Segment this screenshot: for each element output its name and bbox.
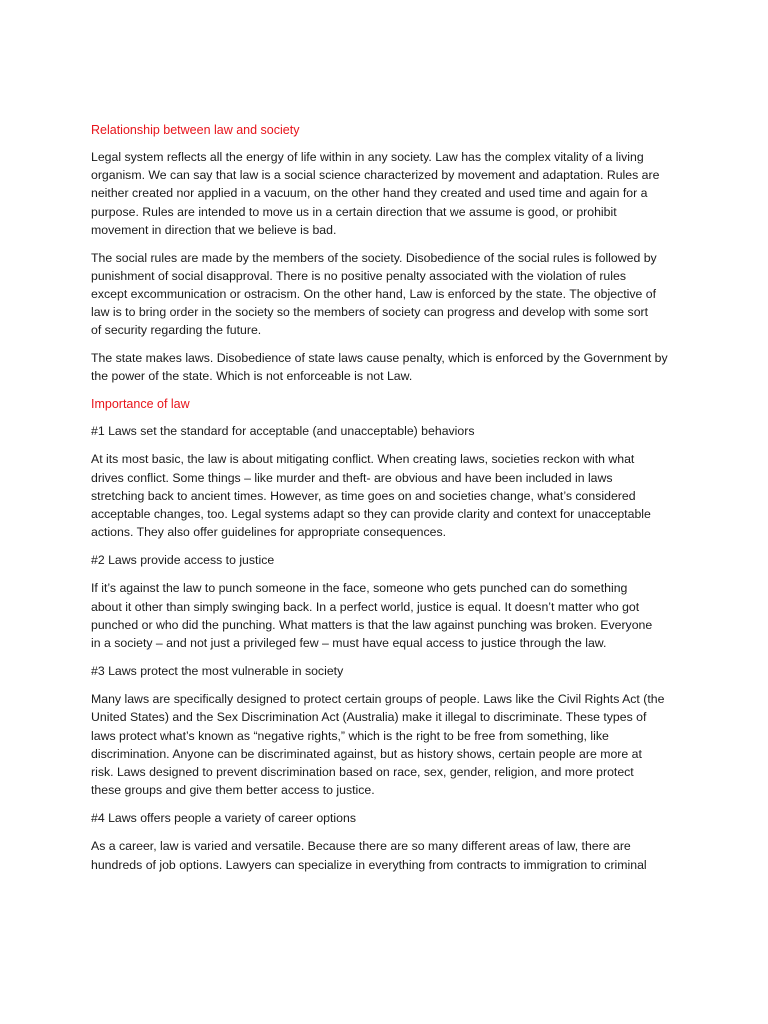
paragraph-line: acceptable changes, too. Legal systems adapt so they can provide clarity and context for unacceptable	[91, 507, 651, 522]
paragraph-line: actions. They also offer guidelines for appropriate consequences.	[91, 525, 447, 540]
paragraph-social-rules	[91, 249, 691, 340]
paragraph-line: purpose. Rules are intended to move us in a certain direction that we assume is good, or prohibit	[91, 204, 617, 219]
paragraph-legal-system	[91, 148, 691, 239]
paragraph-line: organism. We can say that law is a social science characterized by movement and adaptation. Rules are	[91, 168, 660, 183]
paragraph-line: in a society – and not just a privileged few – must have equal access to justice through the law.	[91, 636, 607, 651]
paragraph-line: law is to bring order in the society so the members of society can progress and develop with some sort	[91, 305, 649, 320]
section-heading-relationship: Relationship between law and society	[91, 123, 300, 137]
paragraph-line: except excommunication or ostracism. On the other hand, Law is enforced by the state. The objective of	[91, 286, 657, 301]
paragraph-line: drives conflict. Some things – like murder and theft- are obvious and have been included in laws	[91, 470, 613, 485]
paragraph-line: about it other than simply swinging back. In a perfect world, justice is equal. It doesn’t matter who got	[91, 599, 640, 614]
paragraph-state-laws	[91, 349, 691, 385]
document-page	[91, 121, 691, 883]
paragraph-line: risk. Laws designed to prevent discrimination based on race, sex, gender, religion, and more protect	[91, 765, 634, 780]
paragraph-line: If it’s against the law to punch someone in the face, someone who gets punched can do something	[91, 581, 628, 596]
paragraph-line: stretching back to ancient times. However, as time goes on and societies change, what’s considered	[91, 488, 636, 503]
paragraph-line: As a career, law is varied and versatile. Because there are so many different areas of law, there are	[91, 839, 631, 854]
paragraph-line: Many laws are specifically designed to protect certain groups of people. Laws like the Civil Rights Act (the	[91, 692, 665, 707]
paragraph-line: neither created nor applied in a vacuum, on the other hand they created and used time and again for a	[91, 186, 648, 201]
paragraph-line: laws protect what’s known as “negative rights,” which is the right to be free from something, like	[91, 728, 609, 743]
subheading-career-options: #4 Laws offers people a variety of career options	[91, 810, 356, 825]
paragraph-justice	[91, 579, 691, 652]
paragraph-career	[91, 837, 691, 873]
paragraph-line: punched or who did the punching. What matters is that the law against punching was broken. Everyone	[91, 617, 653, 632]
paragraph-line: The social rules are made by the members of the society. Disobedience of the social rules is followed by	[91, 250, 657, 265]
paragraph-line: United States) and the Sex Discrimination Act (Australia) make it illegal to discriminate. These types of	[91, 710, 647, 725]
paragraph-line: of security regarding the future.	[91, 323, 262, 338]
subheading-access-to-justice: #2 Laws provide access to justice	[91, 552, 275, 567]
subheading-standards: #1 Laws set the standard for acceptable (and unacceptable) behaviors	[91, 423, 475, 438]
paragraph-line: these groups and give them better access to justice.	[91, 783, 375, 798]
paragraph-line: the power of the state. Which is not enforceable is not Law.	[91, 369, 413, 384]
paragraph-line: hundreds of job options. Lawyers can specialize in everything from contracts to immigration to criminal	[91, 857, 647, 872]
paragraph-mitigating-conflict	[91, 450, 691, 541]
paragraph-protect-groups	[91, 690, 691, 799]
paragraph-line: The state makes laws. Disobedience of state laws cause penalty, which is enforced by the Government by	[91, 351, 668, 366]
paragraph-line: Legal system reflects all the energy of life within in any society. Law has the complex vitality of a living	[91, 150, 644, 164]
paragraph-line: movement in direction that we believe is bad.	[91, 222, 337, 237]
paragraph-line: At its most basic, the law is about mitigating conflict. When creating laws, societies reckon with what	[91, 452, 635, 467]
paragraph-line: discrimination. Anyone can be discriminated against, but as history shows, certain people are more at	[91, 746, 642, 761]
paragraph-line: punishment of social disapproval. There is no positive penalty associated with the violation of rules	[91, 268, 626, 283]
subheading-protect-vulnerable: #3 Laws protect the most vulnerable in society	[91, 663, 344, 678]
section-heading-importance: Importance of law	[91, 396, 190, 411]
